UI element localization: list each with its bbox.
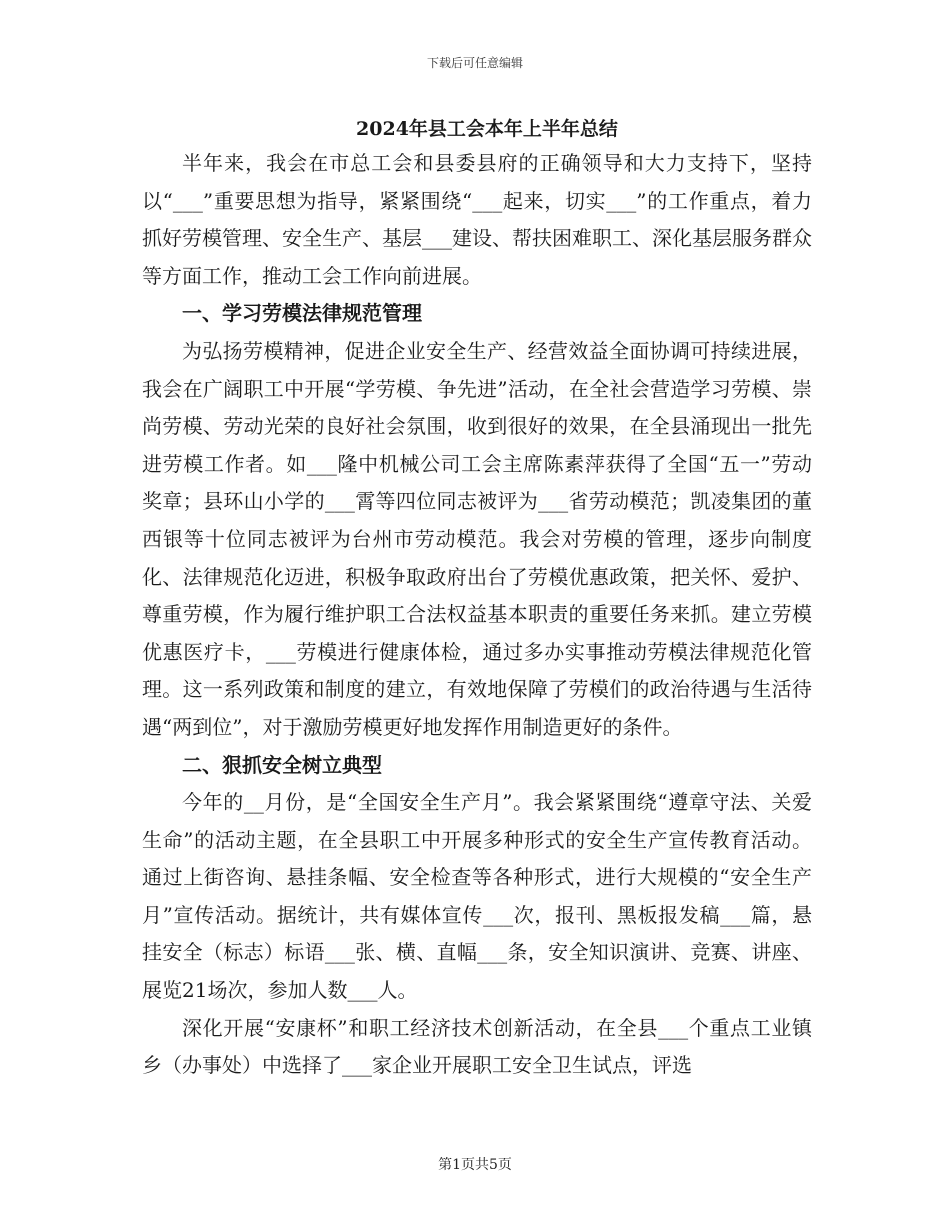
section-heading-2: 二、狠抓安全树立典型 <box>182 752 382 777</box>
intro-paragraph: 半年来，我会在市总工会和县委县府的正确领导和大力支持下，坚持以“___”重要思想为指导，紧紧围绕“___起来，切实___”的工作重点，着力抓好劳模管理、安全生产、基层___建设、帮扶困难职工、深化基层服务群众等方面工作，推动工会工作向前进展。 <box>142 151 812 288</box>
section-heading-1: 一、学习劳模法律规范管理 <box>182 301 422 326</box>
page-footer-number: 第1页共5页 <box>438 1157 512 1173</box>
document-body <box>142 113 812 1085</box>
document-title: 2024年县工会本年上半年总结 <box>356 118 618 140</box>
page-header-note: 下载后可任意编辑 <box>426 56 523 70</box>
section-2-paragraph-2: 深化开展“安康杯”和职工经济技术创新活动，在全县___个重点工业镇乡（办事处）中选择了___家企业开展职工安全卫生试点，评选 <box>142 1015 812 1078</box>
section-1-paragraph: 为弘扬劳模精神，促进企业安全生产、经营效益全面协调可持续进展，我会在广阔职工中开展“学劳模、争先进”活动，在全社会营造学习劳模、崇尚劳模、劳动光荣的良好社会氛围，收到很好的效果，在全县涌现出一批先进劳模工作者。如___隆中机械公司工会主席陈素萍获得了全国“五一”劳动奖章；县环山小学的___霄等四位同志被评为___省劳动模范；凯凌集团的董西银等十位同志被评为台州市劳动模范。我会对劳模的管理，逐步向制度化、法律规范化迈进，积极争取政府出台了劳模优惠政策，把关怀、爱护、尊重劳模，作为履行维护职工合法权益基本职责的重要任务来抓。建立劳模优惠医疗卡，___劳模进行健康体检，通过多办实事推动劳模法律规范化管理。这一系列政策和制度的建立，有效地保障了劳模们的政治待遇与生活待遇“两到位”，对于激励劳模更好地发挥作用制造更好的条件。 <box>142 338 812 739</box>
section-2-paragraph-1: 今年的__月份，是“全国安全生产月”。我会紧紧围绕“遵章守法、关爱生命”的活动主题，在全县职工中开展多种形式的安全生产宣传教育活动。通过上街咨询、悬挂条幅、安全检查等各种形式，进行大规模的“安全生产月”宣传活动。据统计，共有媒体宣传___次，报刊、黑板报发稿___篇，悬挂安全（标志）标语___张、横、直幅___条，安全知识演讲、竞赛、讲座、展览21场次，参加人数___人。 <box>142 790 812 1003</box>
